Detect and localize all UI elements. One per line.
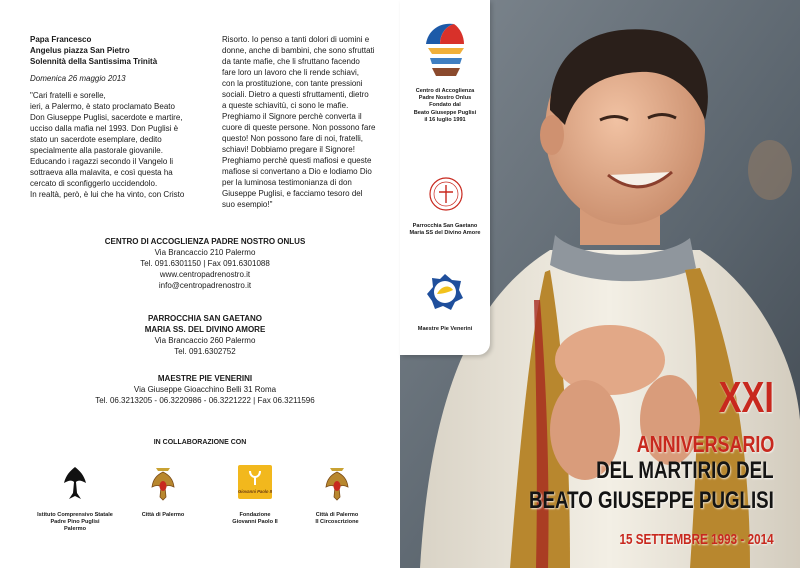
- message-line: da tante mafie, che li sfruttano facendo: [222, 57, 360, 66]
- message-column-left: [30, 34, 215, 200]
- message-line: cuore di queste persone. Non possono fare: [222, 123, 376, 132]
- message-line: per la luminosa testimonianza di don: [222, 178, 352, 187]
- contact-phone: Tel. 091.6301150 | Fax 091.6301088: [140, 259, 270, 268]
- message-line: con la prostituzione, con tante pressioni: [222, 79, 363, 88]
- centro-accoglienza-logo: [420, 16, 470, 91]
- contact-phone: Tel. 091.6302752: [174, 347, 236, 356]
- fold-caption-line: Beato Giuseppe Puglisi: [413, 109, 477, 116]
- message-column-right: [222, 34, 392, 210]
- contact-parrocchia: [30, 313, 380, 357]
- centro-accoglienza-caption: [400, 88, 490, 124]
- partner-caption: II Circoscrizione: [315, 519, 359, 526]
- message-line: questo! Non possono fare di noi, fratelli,: [222, 134, 363, 143]
- message-line: schiavi! Dobbiamo pregare il Signore!: [222, 145, 355, 154]
- contact-email[interactable]: info@centropadrenostro.it: [158, 281, 252, 290]
- maestre-pie-emblem-icon: [425, 272, 465, 312]
- fold-caption-line: Maestre Pie Venerini: [417, 326, 473, 332]
- message-line: cercato di sconfiggerlo uccidendolo.: [30, 179, 158, 188]
- fondazione-logo-text: Giovanni Paolo II: [238, 489, 272, 494]
- title-dates: 15 SETTEMBRE 1993 - 2014: [619, 531, 774, 548]
- message-line: Preghiamo perchè questi mafiosi e queste: [222, 156, 372, 165]
- fold-caption-line: Maria SS del Divino Amore: [409, 230, 481, 237]
- partner-caption: Città di Palermo: [315, 512, 359, 518]
- message-line: Preghiamo il Signore perchè converta il: [222, 112, 362, 121]
- title-blessed-name: BEATO GIUSEPPE PUGLISI: [529, 487, 774, 514]
- message-line: sociali. Dietro a questi sfruttamenti, dietro: [222, 90, 369, 99]
- message-line: Educando i ragazzi secondo il Vangelo li: [30, 157, 174, 166]
- message-date: Domenica 26 maggio 2013: [30, 74, 126, 83]
- message-line: suo esempio!": [222, 200, 273, 209]
- contact-address: Via Brancaccio 210 Palermo: [154, 248, 256, 257]
- contact-centro-accoglienza: [30, 236, 380, 291]
- message-line: In realtà, però, è lui che ha vinto, con Cristo: [30, 190, 185, 199]
- partner-istituto: [30, 463, 120, 534]
- message-line: Giuseppe Puglisi, e facciamo tesoro del: [222, 189, 363, 198]
- title-anniversary: ANNIVERSARIO: [636, 431, 774, 457]
- contact-title: MAESTRE PIE VENERINI: [157, 374, 253, 383]
- partner-caption: Istituto Comprensivo Statale: [37, 512, 113, 518]
- partner-citta-palermo: [118, 463, 208, 519]
- message-line: Risorto. Io penso a tanti dolori di uomini e: [222, 35, 370, 44]
- message-event: Angelus piazza San Pietro: [30, 46, 130, 55]
- fold-caption-line: Padre Nostro Onlus: [418, 95, 472, 102]
- contact-maestre-pie: [30, 373, 380, 406]
- organizations-column: [400, 0, 490, 355]
- parrocchia-logo: [428, 176, 464, 217]
- partner-circoscrizione: [292, 463, 382, 526]
- message-body-left: [30, 90, 215, 200]
- partner-caption: Fondazione: [239, 512, 271, 518]
- fold-caption-line: Centro di Accoglienza: [415, 88, 475, 94]
- message-line: mafiose si convertano a Dio e lodiamo Dio: [222, 167, 372, 176]
- message-line: ieri, a Palermo, è stato proclamato Beato: [30, 102, 175, 111]
- partner-fondazione: [210, 463, 300, 526]
- partner-caption: Giovanni Paolo II: [232, 519, 278, 526]
- circoscrizione-crest-icon: [322, 463, 352, 503]
- message-event-occasion: Solennità della Santissima Trinità: [30, 57, 158, 66]
- contact-title-line2: MARIA SS. DEL DIVINO AMORE: [144, 325, 266, 334]
- message-line: "Cari fratelli e sorelle,: [30, 91, 106, 100]
- message-line: specialmente alla pastorale giovanile.: [30, 146, 163, 155]
- maestre-pie-logo: [425, 272, 465, 317]
- fold-caption-line: il 16 luglio 1991: [424, 116, 466, 123]
- message-line: fare loro un lavoro che li rende schiavi,: [222, 68, 359, 77]
- collaboration-title: IN COLLABORAZIONE CON: [153, 439, 247, 446]
- message-line: ucciso dalla mafia nel 1993. Don Puglisi è: [30, 124, 179, 133]
- eagle-logo-icon: [60, 463, 90, 503]
- message-line: sottraeva alla malavita, e così questa ha: [30, 168, 173, 177]
- partner-caption: Palermo: [63, 526, 87, 533]
- contact-website[interactable]: www.centropadrenostro.it: [159, 270, 251, 279]
- fold-caption-line: Parrocchia San Gaetano: [412, 223, 478, 229]
- message-line: a queste schiavitù, ci sono le mafie.: [222, 101, 349, 110]
- parrocchia-seal-icon: [428, 176, 464, 212]
- title-anniversary-number: XXI: [718, 373, 774, 422]
- partner-caption: Padre Pino Puglisi: [50, 519, 100, 526]
- title-martyrdom: DEL MARTIRIO DEL: [596, 457, 774, 484]
- message-line: stato un sacerdote esemplare, dedito: [30, 135, 162, 144]
- partner-caption: Città di Palermo: [141, 512, 185, 518]
- contact-title: CENTRO DI ACCOGLIENZA PADRE NOSTRO ONLUS: [104, 237, 306, 246]
- contact-address: Via Giuseppe Gioacchino Belli 31 Roma: [133, 385, 277, 394]
- fondazione-logo-icon: [237, 463, 273, 503]
- contact-address: Via Brancaccio 260 Palermo: [154, 336, 256, 345]
- message-author: Papa Francesco: [30, 35, 92, 44]
- maestre-pie-caption: [400, 326, 490, 333]
- message-line: Don Giuseppe Puglisi, sacerdote e martire,: [30, 113, 183, 122]
- fold-caption-line: Fondato dal: [429, 102, 461, 109]
- centro-logo-icon: [420, 16, 470, 86]
- contact-title: PARROCCHIA SAN GAETANO: [147, 314, 263, 323]
- palermo-crest-icon: [148, 463, 178, 503]
- message-line: donne, anche di bambini, che sono sfruttati: [222, 46, 375, 55]
- parrocchia-caption: [400, 223, 490, 237]
- contact-phone: Tel. 06.3213205 - 06.3220986 - 06.3221222 | Fax 06.3211596: [95, 396, 315, 405]
